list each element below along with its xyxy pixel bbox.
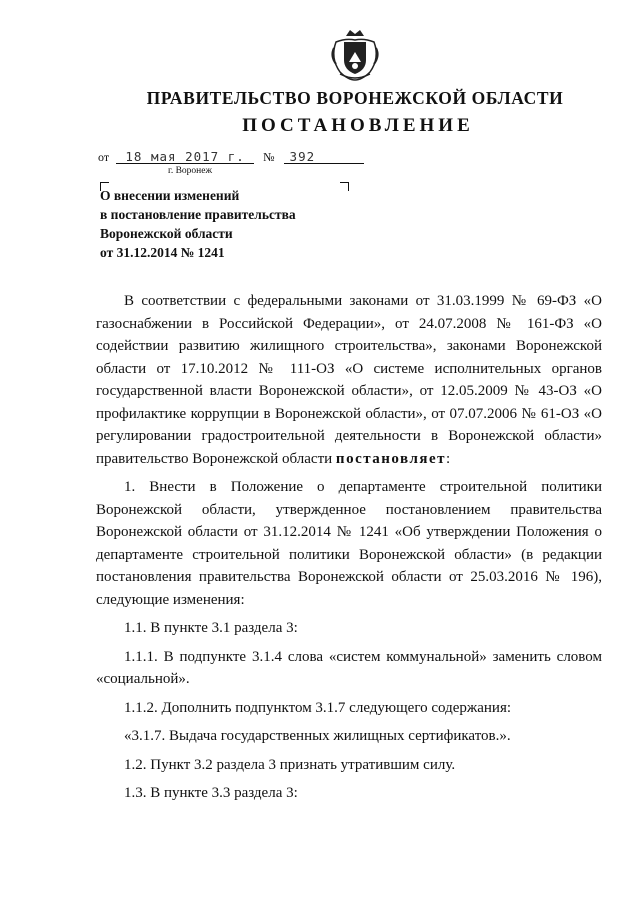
document-city: г. Воронеж bbox=[168, 166, 213, 176]
document-subject bbox=[100, 186, 296, 262]
preamble-paragraph bbox=[96, 290, 602, 470]
subject-line: от 31.12.2014 № 1241 bbox=[100, 245, 225, 260]
subject-line: О внесении изменений bbox=[100, 188, 240, 203]
preamble-text: В соответствии с федеральными законами от 31.03.1999 № 69-ФЗ «О газоснабжении в Российской Федерации», от 24.07.2008 № 161-ФЗ «О содействии развитию жилищного строительства», законами Воронежской области от 17.10.2012 № 111-ОЗ «О системе исполнительных органов государственной власти Воронежской области», от 12.05.2009 № 43-ОЗ «О профилактике коррупции в Воронежской области», от 07.07.2006 № 61-ОЗ «О регулировании градостроительной деятельности в Воронежской области» правительство Воронежской области bbox=[96, 293, 602, 467]
body-paragraph: 1.1. В пункте 3.1 раздела 3: bbox=[124, 620, 298, 636]
body-paragraph: «3.1.7. Выдача государственных жилищных сертификатов.». bbox=[124, 728, 511, 744]
document-type-title: ПОСТАНОВЛЕНИЕ bbox=[242, 115, 474, 136]
subject-bracket-right bbox=[340, 182, 349, 191]
body-paragraph: 1.1.1. В подпункте 3.1.4 слова «систем коммунальной» заменить словом «социальной». bbox=[96, 648, 602, 687]
document-date-number-row bbox=[98, 150, 364, 165]
date-prefix: от bbox=[98, 150, 110, 164]
organization-title: ПРАВИТЕЛЬСТВО ВОРОНЕЖСКОЙ ОБЛАСТИ bbox=[146, 88, 564, 108]
body-paragraph: 1.1.2. Дополнить подпунктом 3.1.7 следующего содержания: bbox=[124, 699, 512, 716]
document-body bbox=[96, 290, 602, 805]
body-paragraph: 1.3. В пункте 3.3 раздела 3: bbox=[124, 785, 298, 801]
body-paragraph: 1. Внести в Положение о департаменте строительной политики Воронежской области, утвержденное постановлением правительства Воронежской области от 31.12.2014 № 1241 «Об утверждении Положения о департаменте строительной политики Воронежской области» (в редакции постановления правительства Воронежской области от 25.03.2016 № 196), следующие изменения: bbox=[96, 479, 602, 608]
document-number: 392 bbox=[284, 150, 364, 164]
number-prefix: № bbox=[263, 150, 275, 164]
decree-colon: : bbox=[446, 450, 451, 467]
coat-of-arms-icon bbox=[326, 28, 384, 82]
document-date: 18 мая 2017 г. bbox=[116, 150, 254, 164]
subject-line: Воронежской области bbox=[100, 226, 233, 241]
subject-line: в постановление правительства bbox=[100, 207, 296, 222]
decree-word: постановляет bbox=[335, 450, 447, 467]
body-paragraph: 1.2. Пункт 3.2 раздела 3 признать утратившим силу. bbox=[124, 756, 456, 773]
